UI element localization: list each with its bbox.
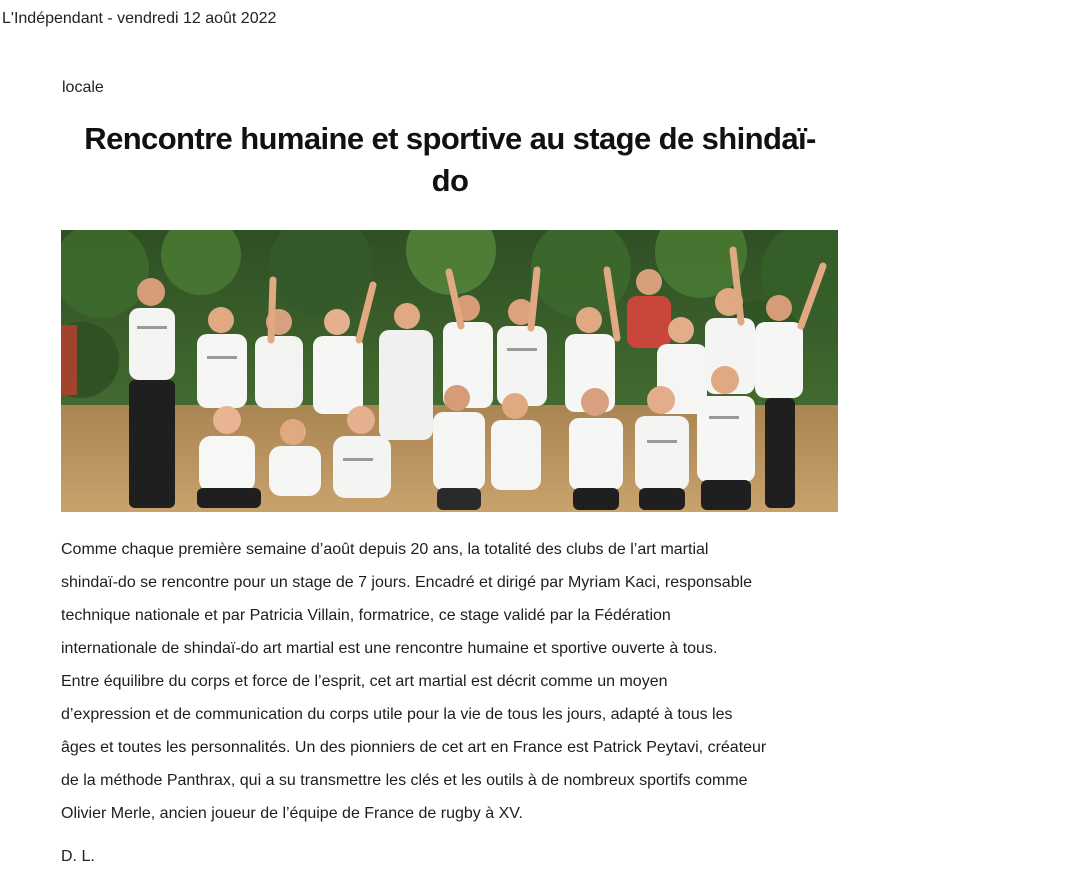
article-headline <box>62 118 838 202</box>
body-line: Entre équilibre du corps et force de l’esprit, cet art martial est décrit comme un moyen <box>61 673 668 690</box>
body-line: shindaï-do se rencontre pour un stage de 7 jours. Encadré et dirigé par Myriam Kaci, responsable <box>61 574 753 591</box>
body-line: d’expression et de communication du corps utile pour la vie de tous les jours, adapté à tous les <box>61 706 733 723</box>
article-body <box>61 533 851 830</box>
body-line: âges et toutes les personnalités. Un des pionniers de cet art en France est Patrick Peytavi, créateur <box>61 739 767 756</box>
body-line: Comme chaque première semaine d’août depuis 20 ans, la totalité des clubs de l’art martial <box>61 541 709 558</box>
section-label: locale <box>62 79 104 96</box>
body-line: Olivier Merle, ancien joueur de l’équipe de France de rugby à XV. <box>61 805 523 822</box>
publication-header: L'Indépendant - vendredi 12 août 2022 <box>2 10 277 27</box>
body-line: internationale de shindaï-do art martial est une rencontre humaine et sportive ouverte à tous. <box>61 640 718 657</box>
headline-line-1: Rencontre humaine et sportive au stage de shindaï- <box>84 121 816 156</box>
article-byline: D. L. <box>61 848 95 865</box>
article-photo <box>61 230 838 512</box>
headline-line-2: do <box>431 163 469 198</box>
group-photo-illustration <box>61 230 838 512</box>
body-line: de la méthode Panthrax, qui a su transmettre les clés et les outils à de nombreux sportifs comme <box>61 772 748 789</box>
body-line: technique nationale et par Patricia Villain, formatrice, ce stage validé par la Fédération <box>61 607 671 624</box>
building-edge <box>61 325 77 395</box>
